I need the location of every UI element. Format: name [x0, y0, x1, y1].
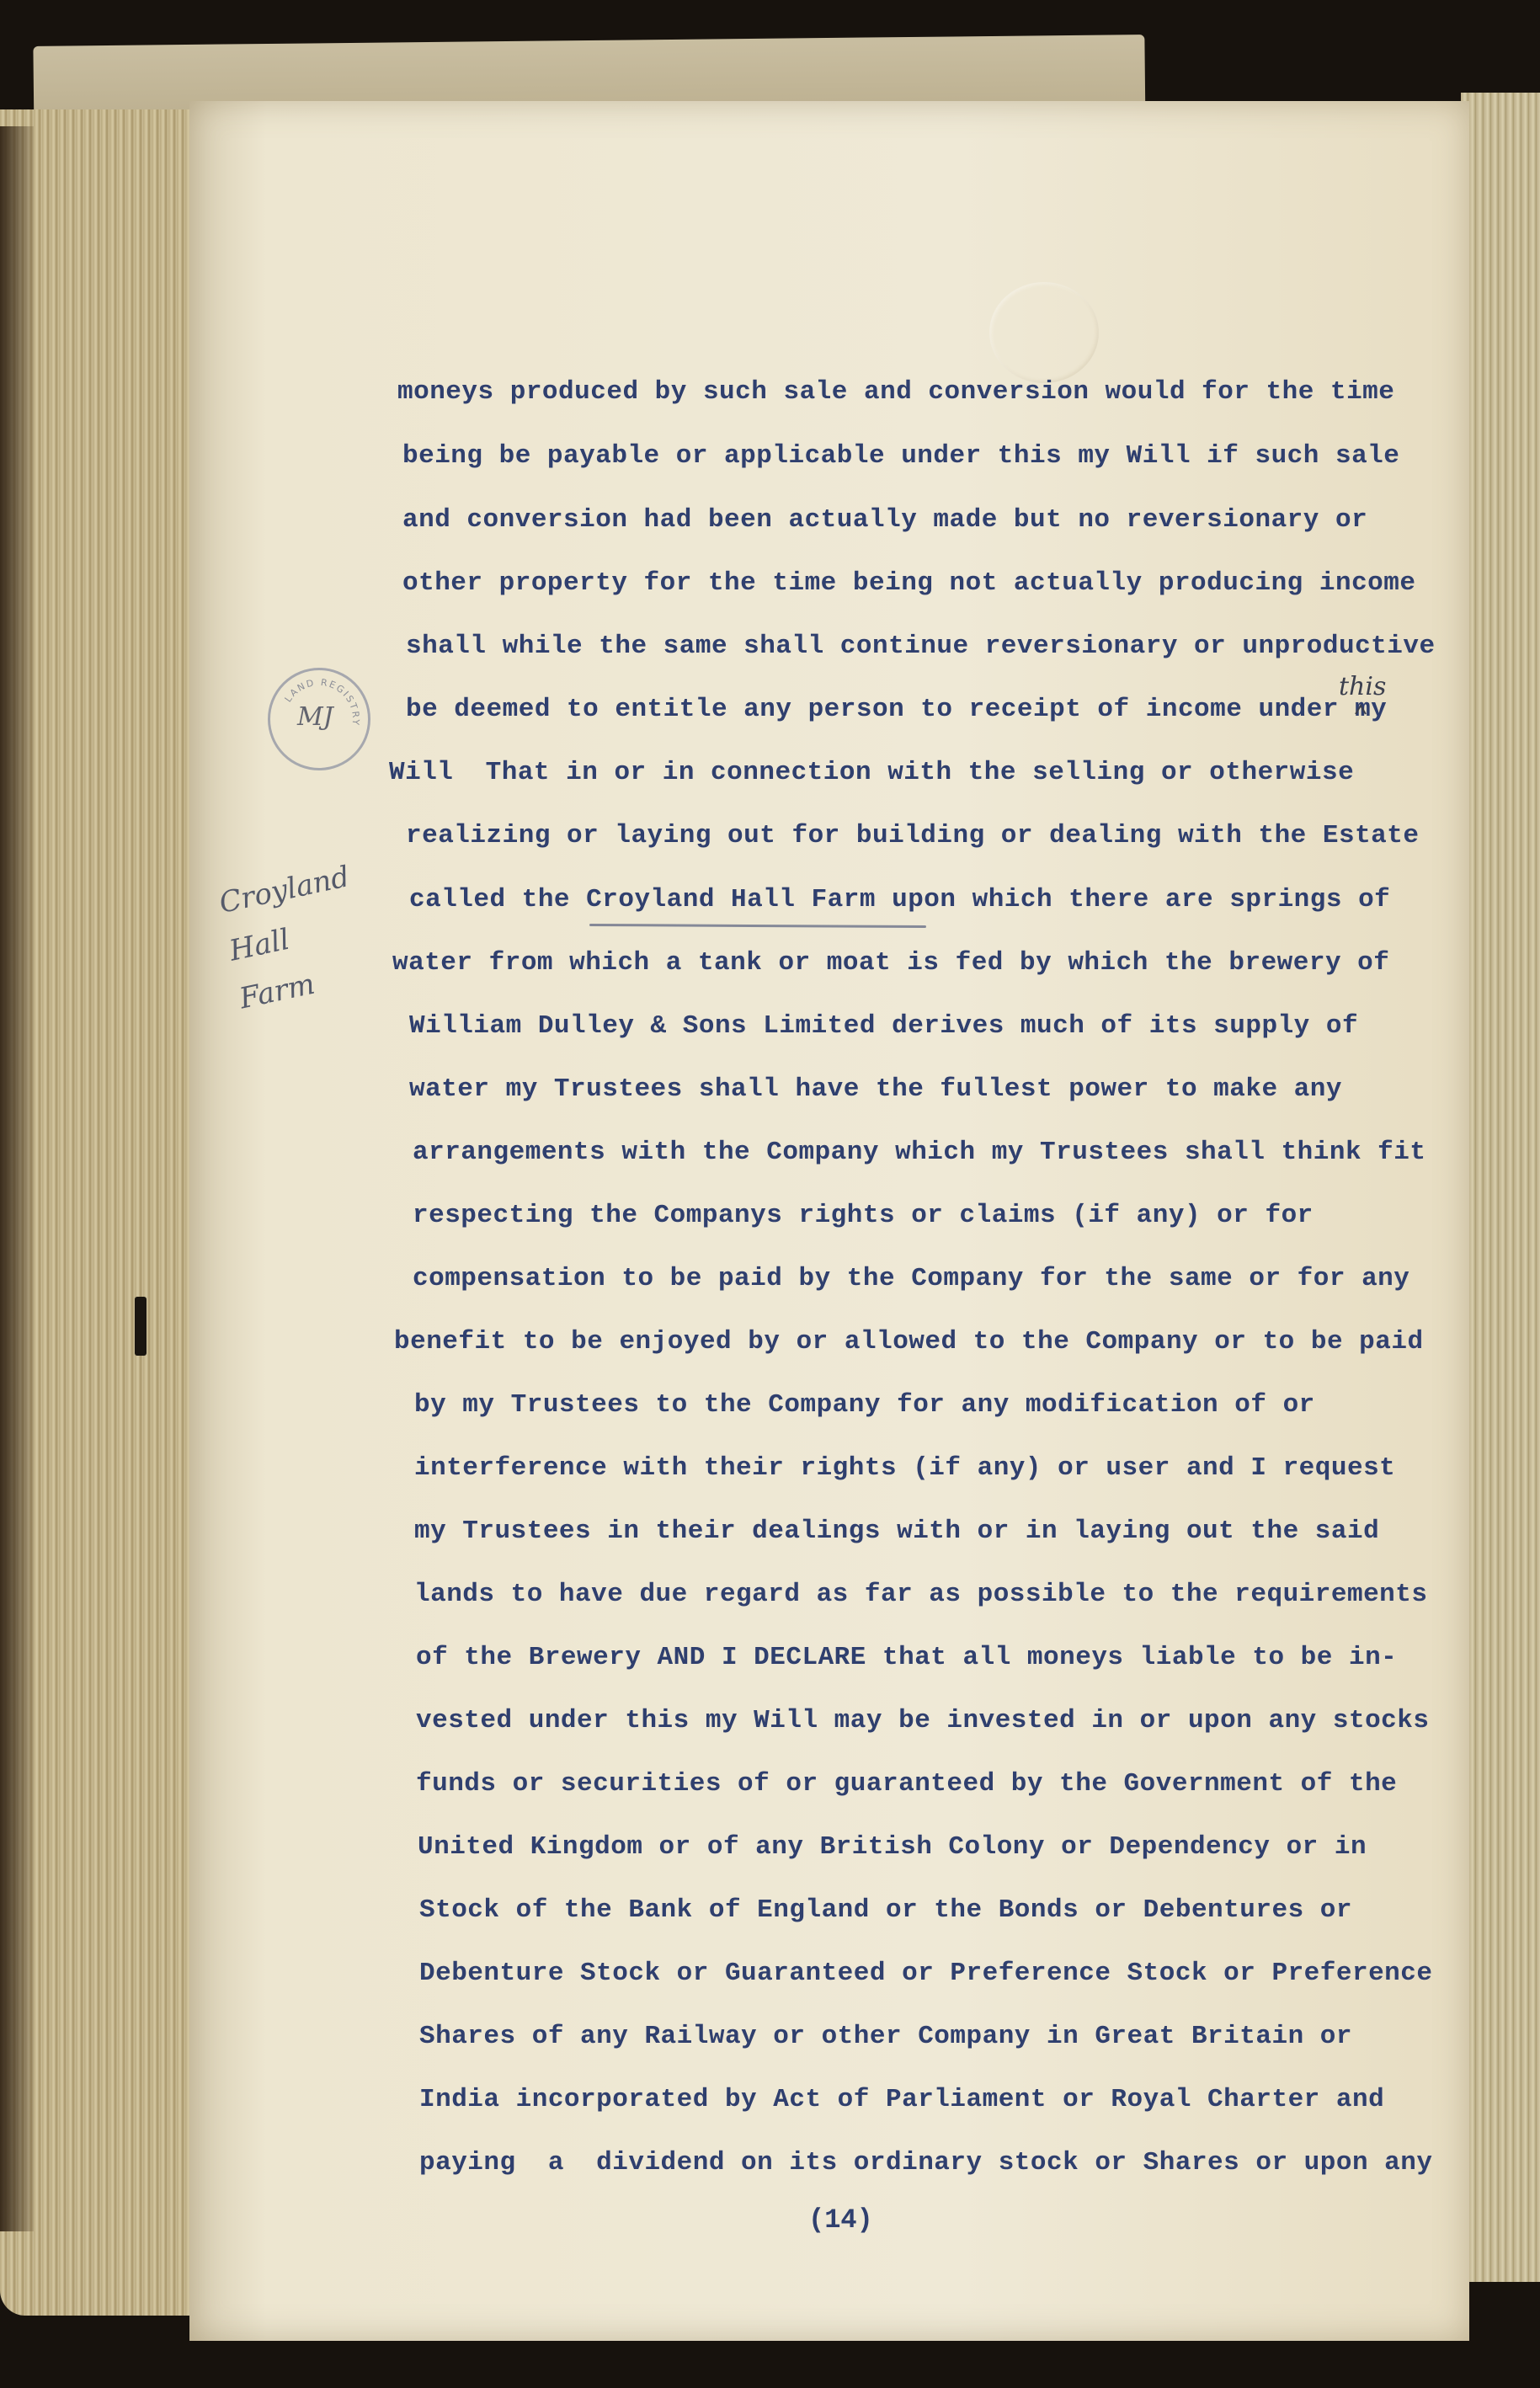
caret-icon — [1330, 674, 1398, 716]
text-line-24: United Kingdom or of any British Colony or Dependency or in — [418, 1832, 1367, 1862]
page-number: (14) — [808, 2204, 873, 2236]
text-line-4: other property for the time being not actually producing income — [402, 568, 1416, 598]
text-line-12: water my Trustees shall have the fullest power to make any — [409, 1074, 1342, 1104]
insert-word-this: this — [1339, 672, 1387, 701]
text-line-21: of the Brewery AND I DECLARE that all moneys liable to be in- — [416, 1643, 1398, 1672]
text-line-18: interference with their rights (if any) or user and I request — [414, 1453, 1396, 1483]
margin-annotation — [215, 860, 358, 1048]
text-line-28: India incorporated by Act of Parliament or Royal Charter and — [419, 2085, 1385, 2114]
text-line-7: Will That in or in connection with the selling or otherwise — [389, 758, 1355, 787]
embossed-seal — [989, 282, 1099, 383]
stamp-text: LAND REGISTRY — [282, 676, 362, 728]
text-line-22: vested under this my Will may be invested in or upon any stocks — [416, 1706, 1430, 1735]
binding-clip — [135, 1297, 147, 1356]
text-line-5: shall while the same shall continue reversionary or unproductive — [406, 632, 1436, 661]
text-line-15: compensation to be paid by the Company for the same or for any — [413, 1264, 1410, 1293]
text-line-11: William Dulley & Sons Limited derives much of its supply of — [409, 1011, 1359, 1041]
text-line-29: paying a dividend on its ordinary stock or Shares or upon any — [419, 2148, 1433, 2177]
stamp-initials: MJ — [297, 702, 333, 732]
text-line-2: being be payable or applicable under this my Will if such sale — [402, 441, 1400, 471]
text-line-9: called the Croyland Hall Farm upon which there are springs of — [409, 885, 1391, 914]
text-line-23: funds or securities of or guaranteed by the Government of the — [416, 1769, 1398, 1799]
text-line-1: moneys produced by such sale and conversion would for the time — [397, 377, 1395, 407]
right-page-stack — [1461, 93, 1540, 2282]
handwritten-insertion — [1330, 674, 1398, 716]
land-registry-stamp — [268, 668, 370, 770]
text-line-14: respecting the Companys rights or claims (if any) or for — [413, 1201, 1314, 1230]
text-line-20: lands to have due regard as far as possible to the requirements — [414, 1580, 1428, 1609]
text-line-19: my Trustees in their dealings with or in laying out the said — [414, 1516, 1380, 1546]
text-line-13: arrangements with the Company which my Trustees shall think fit — [413, 1138, 1426, 1167]
text-line-8: realizing or laying out for building or dealing with the Estate — [406, 821, 1420, 850]
text-line-25: Stock of the Bank of England or the Bonds or Debentures or — [419, 1895, 1352, 1925]
text-line-10: water from which a tank or moat is fed by which the brewery of — [392, 948, 1390, 978]
text-line-3: and conversion had been actually made but no reversionary or — [402, 505, 1368, 535]
margin-annotation-text: Croyland Hall Farm — [216, 860, 353, 1016]
binding-shadow — [0, 126, 34, 2231]
text-line-6: be deemed to entitle any person to receipt of income under my — [406, 695, 1388, 724]
text-line-16: benefit to be enjoyed by or allowed to the Company or to be paid — [394, 1327, 1424, 1357]
text-line-17: by my Trustees to the Company for any modification of or — [414, 1390, 1315, 1420]
text-line-27: Shares of any Railway or other Company in Great Britain or — [419, 2022, 1352, 2051]
text-line-26: Debenture Stock or Guaranteed or Preference Stock or Preference — [419, 1959, 1433, 1988]
